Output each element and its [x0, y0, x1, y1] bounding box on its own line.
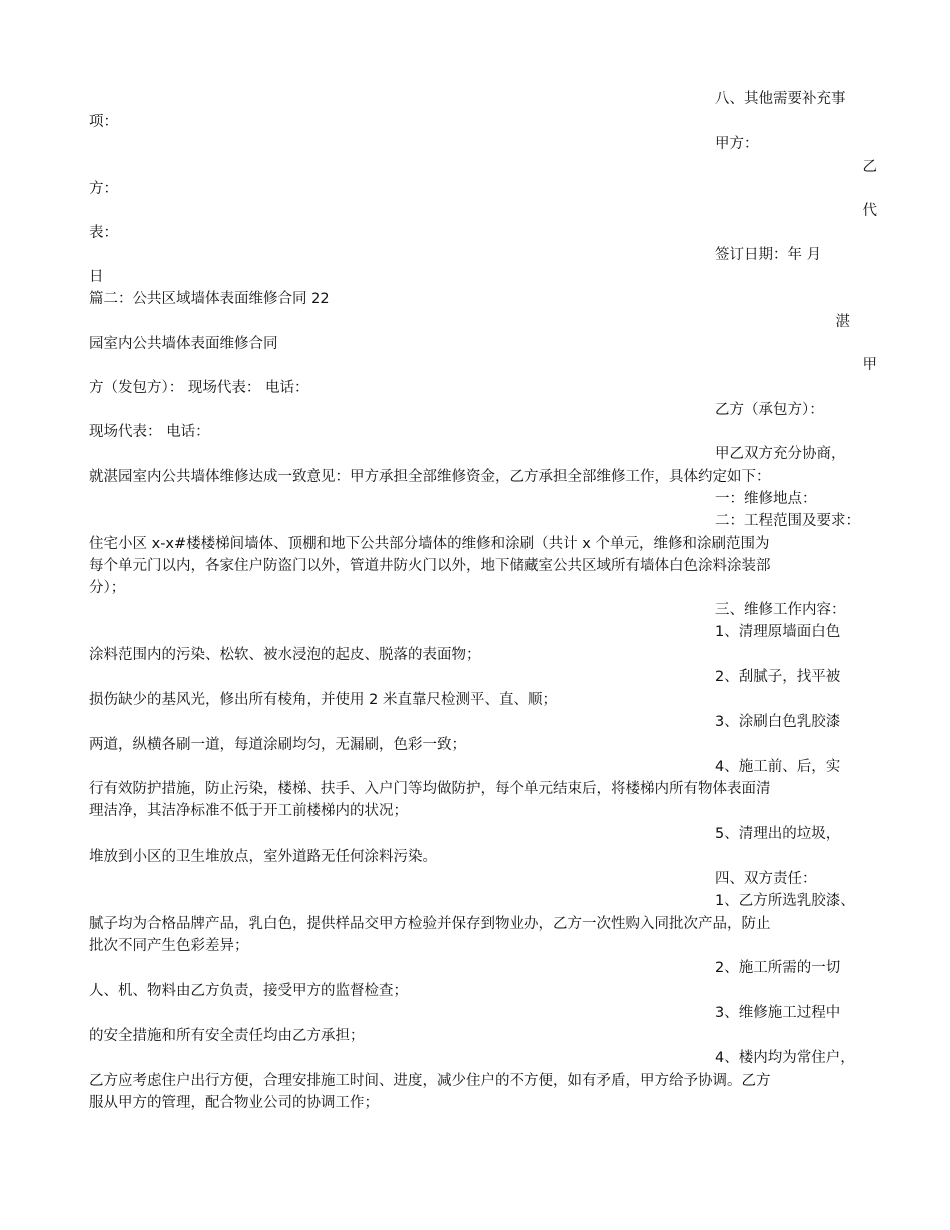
- text-line: 日: [89, 269, 104, 285]
- text-line: 损伤缺少的基风光，修出所有棱角，并使用 2 米直靠尺检测平、直、顺；: [89, 692, 557, 708]
- text-line: 腻子均为合格品牌产品，乳白色，提供样品交甲方检验并保存到物业办，乙方一次性购入同批次产品，防止: [89, 916, 771, 932]
- text-line: 涂料范围内的污染、松软、被水浸泡的起皮、脱落的表面物；: [89, 647, 481, 663]
- text-line: 八、其他需要补充事: [715, 91, 846, 107]
- text-line: 批次不同产生色彩差异；: [89, 938, 249, 954]
- text-line: 签订日期：年 月: [715, 247, 822, 263]
- text-line: 的安全措施和所有安全责任均由乙方承担；: [89, 1028, 365, 1044]
- text-line: 分）；: [89, 580, 126, 596]
- text-line: 现场代表： 电话：: [89, 424, 210, 440]
- text-line: 两道，纵横各刷一道，每道涂刷均匀，无漏刷，色彩一致；: [89, 737, 466, 753]
- text-line: 理洁净，其洁净标准不低于开工前楼梯内的状况；: [89, 803, 408, 819]
- text-line: 人、机、物料由乙方负责，接受甲方的监督检查；: [89, 983, 408, 999]
- text-line: 5、清理出的垃圾，: [715, 826, 841, 842]
- text-line: 4、楼内均为常住户，: [715, 1050, 855, 1066]
- section-heading: 篇二：公共区域墙体表面维修合同 22: [89, 291, 330, 307]
- text-line: 四、双方责任：: [715, 871, 817, 887]
- text-line: 4、施工前、后，实: [715, 759, 841, 775]
- text-line: 方：: [89, 181, 118, 197]
- text-line: 3、涂刷白色乳胶漆: [715, 714, 841, 730]
- text-line: 乙: [862, 159, 877, 175]
- text-line: 住宅小区 x-x#楼楼梯间墙体、顶棚和地下公共部分墙体的维修和涂刷（共计 x 个单元，维修和涂刷范围为: [89, 536, 770, 552]
- text-line: 湛: [835, 314, 850, 330]
- text-line: 每个单元门以内，各家住户防盗门以外，管道井防火门以外，地下储藏室公共区域所有墙体白色涂料涂装部: [89, 558, 771, 574]
- text-line: 乙方（承包方）：: [715, 402, 824, 418]
- contract-title: 园室内公共墙体表面维修合同: [89, 336, 278, 352]
- text-line: 乙方应考虑住户出行方便，合理安排施工时间、进度，减少住户的不方便，如有矛盾，甲方给予协调。乙方: [89, 1073, 771, 1089]
- text-line: 堆放到小区的卫生堆放点，室外道路无任何涂料污染。: [89, 849, 437, 865]
- text-line: 2、施工所需的一切: [715, 960, 841, 976]
- text-line: 二：工程范围及要求：: [715, 513, 860, 529]
- text-line: 服从甲方的管理，配合物业公司的协调工作；: [89, 1095, 379, 1111]
- text-line: 代: [862, 203, 877, 219]
- text-line: 项：: [89, 114, 118, 130]
- text-line: 甲: [862, 357, 877, 373]
- text-line: 一：维修地点：: [715, 491, 817, 507]
- text-line: 甲方：: [715, 136, 759, 152]
- text-line: 1、乙方所选乳胶漆、: [715, 893, 855, 909]
- text-line: 3、维修施工过程中: [715, 1005, 841, 1021]
- text-line: 2、刮腻子，找平被: [715, 669, 841, 685]
- text-line: 1、清理原墙面白色: [715, 624, 841, 640]
- text-line: 三、维修工作内容：: [715, 602, 846, 618]
- text-line: 表：: [89, 225, 118, 241]
- text-line: 甲乙双方充分协商，: [715, 446, 846, 462]
- text-line: 方（发包方）： 现场代表： 电话：: [89, 380, 309, 396]
- text-line: 行有效防护措施，防止污染，楼梯、扶手、入户门等均做防护，每个单元结束后，将楼梯内所有物体表面清: [89, 781, 771, 797]
- text-line: 就湛园室内公共墙体维修达成一致意见：甲方承担全部维修资金，乙方承担全部维修工作，具体约定如下：: [89, 469, 771, 485]
